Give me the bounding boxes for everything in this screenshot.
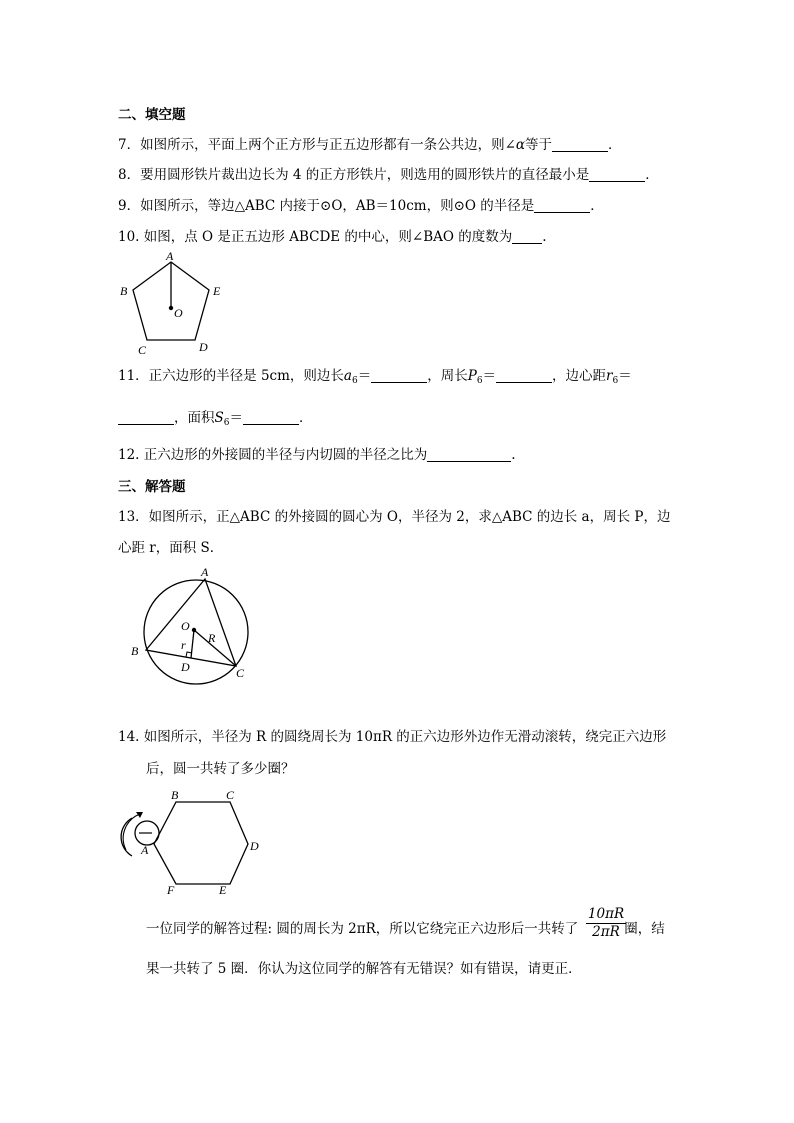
q11-text-3: ，边心距 (552, 368, 607, 384)
rotation-arrow-icon (123, 814, 140, 850)
label-d: D (199, 340, 208, 354)
q9-end: ． (590, 198, 604, 214)
label-e: E (213, 284, 221, 298)
answer-blank[interactable] (118, 410, 174, 425)
label-a: A (166, 249, 174, 263)
q11-text-2: ，周长 (427, 368, 468, 384)
q7-text: 7．如图所示，平面上两个正方形与正五边形都有一条公共边，则∠ (118, 137, 516, 153)
question-9 (118, 197, 604, 215)
center-point (192, 628, 196, 632)
question-10 (118, 228, 547, 246)
hexagon-shape (154, 802, 248, 884)
label-c: C (226, 788, 235, 802)
pentagon-figure (110, 250, 240, 360)
q11-end: ． (298, 410, 313, 426)
q11-sub: 6 (351, 376, 358, 386)
inscribed-triangle-figure (128, 562, 268, 694)
center-point (169, 306, 173, 310)
answer-blank[interactable] (534, 198, 590, 213)
q7-tail: 等于 (525, 137, 553, 153)
segment-od (191, 630, 194, 658)
fraction-numerator: 10πR (587, 906, 625, 922)
q11-sub: 6 (223, 418, 230, 428)
q11-r: r (606, 368, 613, 384)
section-title-fill-blank: 二、填空题 (118, 107, 186, 123)
fraction-denominator: 2πR (592, 924, 620, 940)
label-o: O (174, 306, 183, 320)
q11-text-4: ，面积 (174, 410, 215, 426)
q11-p: P (467, 368, 477, 384)
label-a: A (141, 843, 149, 857)
section-title-solve: 三、解答题 (118, 479, 186, 495)
q11-s: S (214, 410, 224, 426)
question-12 (118, 446, 516, 464)
answer-blank[interactable] (371, 368, 427, 383)
label-a: A (201, 565, 209, 579)
q8-end: ． (645, 167, 659, 183)
question-7 (118, 136, 622, 154)
question-11-line2 (118, 409, 312, 427)
label-d: D (181, 660, 190, 674)
label-e: E (219, 883, 227, 897)
q10-end: . (542, 229, 547, 245)
question-8 (118, 166, 659, 184)
label-c: C (138, 343, 147, 357)
q9-text: 9．如图所示，等边△ABC 内接于⊙O，AB＝10cm，则⊙O 的半径是 (118, 198, 535, 214)
q12-text: 12. 正六边形的外接圆的半径与内切圆的半径之比为 (118, 447, 428, 463)
q11-eq: ＝ (618, 368, 632, 384)
rolling-circle-hexagon-figure (114, 788, 274, 900)
answer-blank[interactable] (243, 410, 299, 425)
answer-line2: 果一共转了 5 圈．你认为这位同学的解答有无错误？如有错误，请更正． (146, 961, 582, 977)
q11-eq: ＝ (357, 368, 372, 384)
label-c: C (236, 666, 245, 680)
label-b: B (120, 284, 128, 298)
q7-alpha: α (515, 137, 526, 153)
label-d: D (250, 839, 259, 853)
label-b: B (171, 788, 179, 802)
question-13-line1: 13．如图所示，正△ABC 的外接圆的圆心为 O，半径为 2，求△ABC 的边长 a，周长 P，边 (118, 509, 671, 525)
q11-eq: ＝ (482, 368, 497, 384)
q11-text-1: 11．正六边形的半径是 5cm，则边长 (118, 368, 344, 384)
label-f: F (167, 883, 175, 897)
q11-eq: ＝ (229, 410, 243, 426)
label-r-lower: r (181, 638, 186, 652)
question-11-line1 (118, 367, 632, 385)
q11-sub: 6 (612, 376, 619, 386)
fraction (586, 906, 626, 940)
q7-end: ． (608, 137, 622, 153)
label-r-upper: R (208, 631, 216, 645)
q11-a: a (343, 368, 352, 384)
q12-end: . (511, 447, 516, 463)
question-14-line1: 14. 如图所示，半径为 R 的圆绕周长为 10πR 的正六边形外边作无滑动滚转，绕完正六边形 (118, 729, 667, 745)
answer-blank[interactable] (496, 368, 552, 383)
q10-text: 10. 如图，点 O 是正五边形 ABCDE 的中心，则∠BAO 的度数为 (118, 229, 513, 245)
answer-blank[interactable] (552, 137, 608, 152)
answer-blank[interactable] (512, 229, 542, 244)
answer-text-2: 圈，结 (624, 921, 665, 937)
question-13-line2: 心距 r，面积 S． (118, 540, 224, 556)
answer-blank[interactable] (589, 167, 645, 182)
answer-text-1: 一位同学的解答过程: 圆的周长为 2πR，所以它绕完正六边形后一共转了 (146, 921, 579, 937)
label-b: B (131, 644, 139, 658)
label-o: O (181, 619, 190, 633)
answer-blank[interactable] (427, 447, 511, 462)
question-14-line2: 后，圆一共转了多少圈？ (146, 761, 295, 777)
q8-text: 8．要用圆形铁片裁出边长为 4 的正方形铁片，则选用的圆形铁片的直径最小是 (118, 167, 590, 183)
q11-sub: 6 (476, 376, 483, 386)
